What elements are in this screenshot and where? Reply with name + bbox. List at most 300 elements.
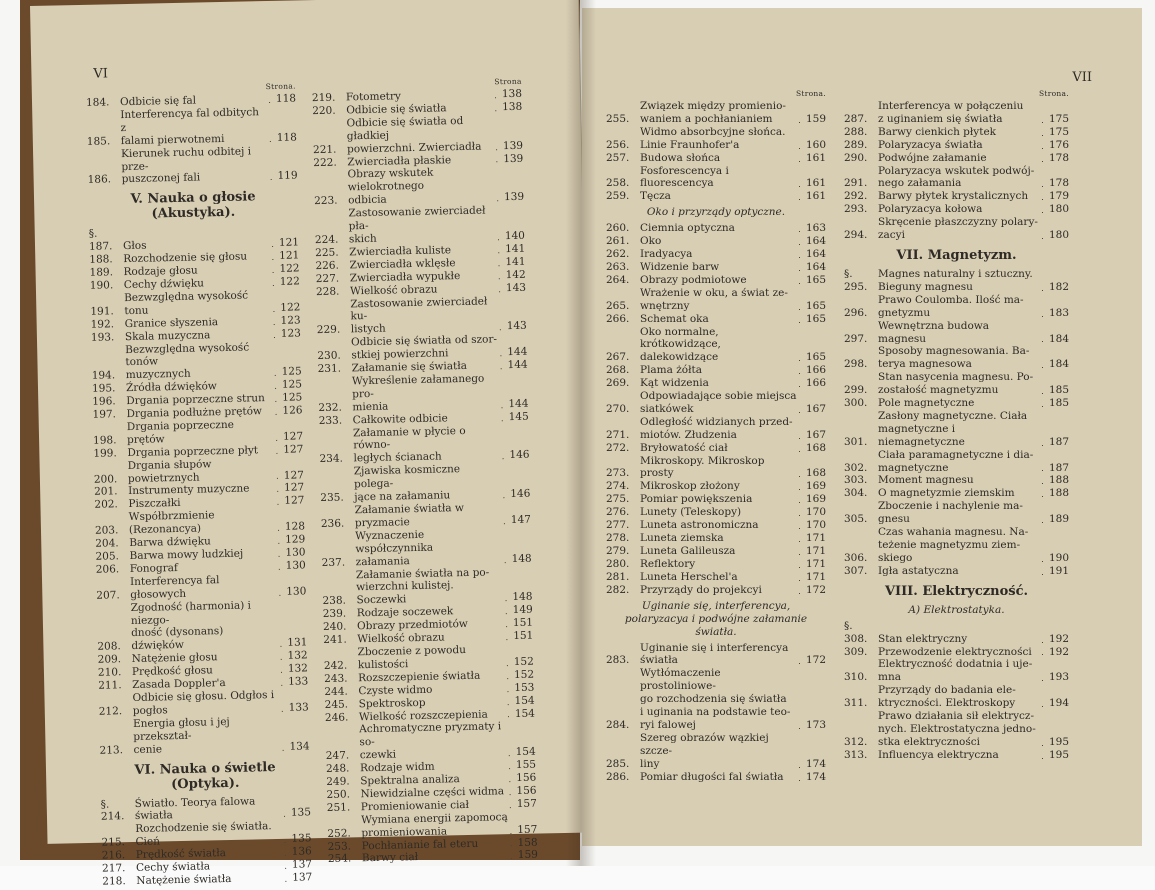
dot-leader	[506, 639, 507, 640]
entry-number: 291.	[844, 177, 868, 190]
dot-leader	[799, 161, 800, 162]
toc-entry	[606, 667, 826, 732]
entry-title: Zboczenie z powodu kulistości	[357, 643, 467, 672]
entry-title: Energia głosu i jej przekształ- cenie	[132, 715, 230, 756]
entry-number: §. 295.	[844, 267, 868, 293]
dot-leader	[1042, 758, 1043, 759]
toc-entry	[314, 204, 525, 247]
entry-page: 139	[503, 190, 525, 204]
toc-column	[312, 76, 538, 867]
dot-leader	[799, 728, 800, 729]
entry-title: Mikroskop złożony	[640, 480, 740, 493]
entry-title: Rozchodzenie się światła. Cień	[135, 820, 272, 849]
entry-number: 248.	[325, 762, 350, 776]
entry-number: 203.	[94, 524, 119, 537]
toc-entry	[606, 493, 826, 506]
dot-leader	[276, 440, 277, 441]
entry-title: Wielkość rozszczepienia	[358, 708, 488, 723]
entry-number: 267.	[606, 351, 630, 364]
entry-page: 140	[504, 229, 526, 243]
dot-leader	[799, 148, 800, 149]
entry-number: 279.	[606, 544, 630, 557]
entry-page: 130	[286, 585, 307, 598]
entry-number: 294.	[844, 229, 868, 242]
entry-page: 180	[1048, 229, 1069, 242]
strona-label: Strona.	[795, 89, 826, 98]
entry-number: 277.	[606, 519, 630, 532]
dot-leader	[1042, 745, 1043, 746]
entry-title: Moment magnesu	[878, 474, 974, 487]
toc-entry	[606, 377, 826, 390]
entry-page: 165	[805, 351, 826, 364]
entry-title: Ciemnia optyczna	[640, 222, 735, 235]
dot-leader	[495, 110, 496, 111]
dot-leader	[799, 412, 800, 413]
entry-page: 127	[283, 468, 305, 482]
entry-number: 237.	[321, 556, 346, 569]
toc-entry	[316, 294, 527, 337]
entry-number: 312.	[844, 735, 868, 748]
entry-title: Obrazy podmiotowe	[640, 273, 747, 286]
dot-leader	[1042, 680, 1043, 681]
entry-title: Bezwzględna wysokość tonów muzycznych	[125, 340, 250, 382]
dot-leader	[275, 401, 276, 402]
entry-page: 127	[282, 430, 304, 443]
entry-page: 187	[1048, 461, 1069, 474]
toc-entry	[87, 144, 298, 187]
dot-leader	[274, 324, 275, 325]
dot-leader	[274, 336, 275, 337]
entry-title: Kierunek ruchu odbitej i prze- puszczonej fali	[120, 145, 252, 186]
dot-leader	[279, 569, 280, 570]
entry-page: 187	[1048, 435, 1069, 448]
entry-page: 169	[805, 493, 826, 506]
dot-leader	[799, 322, 800, 323]
dot-leader	[278, 530, 279, 531]
entry-number: 272.	[606, 441, 630, 454]
entry-page: 191	[1048, 564, 1069, 577]
entry-title: Barwy cienkich płytek	[878, 125, 997, 138]
dot-leader	[275, 388, 276, 389]
entry-number: 186.	[87, 173, 112, 187]
toc-entry	[844, 710, 1069, 749]
dot-leader	[498, 252, 499, 253]
entry-page: 132	[287, 649, 308, 662]
entry-title: Mikroskopy. Mikroskop prosty	[640, 454, 765, 480]
entry-page: 156	[516, 784, 537, 797]
toc-entry	[844, 646, 1069, 659]
entry-title: Odbicie się światła od szor- stkiej powierzchni	[350, 333, 498, 362]
entry-page: 161	[805, 151, 826, 164]
entry-title: Odległość widzianych przed- miotów. Złudzenia	[640, 415, 793, 441]
toc-entry	[606, 442, 826, 455]
dot-leader	[1042, 642, 1043, 643]
entry-number: 233.	[318, 414, 343, 427]
dot-leader	[1042, 445, 1043, 446]
entry-page: 137	[292, 871, 313, 884]
entry-number: 306.	[844, 551, 868, 564]
dot-leader	[277, 491, 278, 492]
entry-title: Wrażenie w oku, a świat ze- wnętrzny	[640, 286, 788, 312]
entry-number: 311.	[844, 697, 868, 710]
entry-page: 123	[280, 314, 301, 327]
entry-page: 171	[805, 544, 826, 557]
entry-page: 121	[279, 249, 300, 262]
entry-page: 130	[285, 546, 306, 559]
dot-leader	[507, 665, 508, 666]
dot-leader	[495, 97, 496, 98]
dot-leader	[1042, 706, 1043, 707]
entry-title: Pomiar długości fal światła	[640, 770, 784, 783]
dot-leader	[799, 373, 800, 374]
entry-number: 200.	[93, 472, 118, 486]
entry-page: 165	[805, 312, 826, 325]
entry-page: 141	[505, 255, 526, 268]
entry-title: Przewodzenie elektryczności	[878, 645, 1032, 658]
entry-number: 255.	[606, 112, 630, 125]
toc-entry	[606, 235, 826, 248]
entry-title: Sposoby magnesowania. Ba- terya magnesowa	[878, 345, 1030, 371]
dot-leader	[799, 554, 800, 555]
dot-leader	[273, 311, 274, 312]
entry-page: 159	[517, 849, 539, 862]
entry-number: 259.	[606, 190, 630, 203]
dot-leader	[283, 749, 284, 750]
entry-title: Stan elektryczny	[878, 632, 968, 645]
entry-number: 222.	[313, 156, 337, 169]
dot-leader	[799, 767, 800, 768]
entry-title: Barwa mowy ludzkiej	[129, 547, 244, 563]
entry-page: 161	[805, 177, 826, 190]
entry-page: 145	[508, 410, 529, 423]
dot-leader	[1042, 316, 1043, 317]
dot-leader	[271, 179, 272, 180]
entry-page: 184	[1048, 358, 1069, 371]
dot-leader	[277, 478, 278, 479]
toc-entry	[606, 126, 826, 152]
dot-leader	[1042, 161, 1043, 162]
dot-leader	[1042, 393, 1043, 394]
entry-title: Barwy ciał	[361, 851, 419, 865]
entry-number: 280.	[606, 557, 630, 570]
entry-title: Lunety (Teleskopy)	[640, 506, 742, 519]
entry-page: 141	[505, 242, 526, 255]
toc-entry	[844, 320, 1069, 346]
entry-title: Wielkość obrazu	[357, 631, 445, 646]
dot-leader	[501, 368, 502, 369]
entry-number: 198.	[92, 434, 117, 447]
dot-leader	[799, 780, 800, 781]
dot-leader	[273, 285, 274, 286]
entry-page: 167	[805, 402, 826, 415]
toc-entry	[606, 642, 826, 668]
dot-leader	[1042, 212, 1043, 213]
entry-title: Oko	[640, 235, 662, 248]
entry-page: 146	[510, 487, 531, 501]
entry-title: Obrazy wskutek wielokrotnego odbicia	[347, 167, 434, 207]
entry-number: 205.	[95, 550, 120, 563]
toc-entry	[606, 519, 826, 532]
toc-entry	[844, 165, 1069, 191]
entry-page: 137	[291, 858, 313, 871]
entry-number: 249.	[326, 775, 350, 788]
entry-title: Barwa dźwięku	[129, 535, 211, 550]
entry-page: 171	[805, 570, 826, 583]
entry-number: 297.	[844, 332, 868, 345]
entry-number: 208.	[97, 640, 121, 654]
entry-title: Wyznaczenie współczynnika załamania	[355, 528, 434, 568]
entry-title: Pomiar powiększenia	[640, 493, 753, 506]
entry-title: Zwierciadła wklęsłe	[349, 256, 456, 272]
toc-entry	[91, 340, 302, 383]
entry-page: 119	[277, 169, 298, 183]
dot-leader	[1042, 367, 1043, 368]
dot-leader	[499, 291, 500, 292]
entry-page: 135	[291, 832, 312, 845]
toc-entry	[606, 165, 826, 191]
entry-page: 172	[805, 654, 826, 667]
dot-leader	[500, 329, 501, 330]
toc-entry	[844, 152, 1069, 165]
entry-number: 209.	[97, 653, 122, 666]
entry-page: 128	[284, 520, 306, 533]
dot-leader	[1042, 148, 1043, 149]
entry-title: Spektralna analiza	[360, 773, 460, 788]
entry-title: Prędkość głosu	[131, 664, 214, 679]
entry-title: Rozszczepienie światła	[358, 669, 481, 685]
entry-page: 174	[805, 770, 826, 783]
entry-page: 130	[285, 559, 306, 572]
entry-title: Skręcenie płaszczyzny polary- zacyi	[878, 216, 1038, 242]
entry-number: 275.	[606, 493, 630, 506]
entry-page: 164	[805, 235, 826, 248]
dot-leader	[507, 678, 508, 679]
toc-entry	[844, 410, 1069, 449]
dot-leader	[497, 200, 498, 201]
dot-leader	[1042, 135, 1043, 136]
dot-leader	[799, 309, 800, 310]
entry-page: 134	[289, 739, 310, 753]
entry-page: 118	[276, 131, 297, 144]
toc-entry	[844, 500, 1069, 526]
entry-title: Luneta astronomiczna	[640, 519, 759, 532]
entry-number: 304.	[844, 487, 868, 500]
entry-page: 170	[805, 506, 826, 519]
dot-leader	[496, 149, 497, 150]
entry-page: 153	[514, 681, 535, 694]
entry-page: 185	[1048, 397, 1069, 410]
entry-page: 144	[508, 397, 529, 410]
entry-number: 276.	[606, 506, 630, 519]
entry-number: 260.	[606, 222, 630, 235]
dot-leader	[1042, 654, 1043, 655]
entry-title: Polaryzacya kołowa	[878, 203, 983, 216]
toc-entry	[844, 565, 1069, 578]
dot-leader	[500, 355, 501, 356]
page-number-right: VII	[1072, 70, 1092, 85]
dot-leader	[799, 199, 800, 200]
dot-leader	[799, 476, 800, 477]
toc-entry	[312, 114, 523, 157]
strona-label: Strona	[494, 76, 522, 87]
entry-number: 273.	[606, 467, 630, 480]
entry-page: 154	[515, 745, 536, 759]
dot-leader	[1042, 341, 1043, 342]
entry-title: Achromatyczne pryzmaty i so- czewki	[359, 720, 502, 762]
entry-number: 217.	[101, 862, 126, 875]
entry-number: 221.	[312, 143, 337, 156]
entry-title: Fotometry	[345, 90, 402, 104]
dot-leader	[1042, 470, 1043, 471]
entry-number: 188.	[89, 253, 113, 266]
dot-leader	[498, 239, 499, 240]
entry-title: Źródła dźwięków	[125, 380, 217, 395]
entry-number: 220.	[312, 104, 336, 118]
entry-number: 282.	[606, 583, 630, 596]
entry-title: Piszczałki	[128, 497, 181, 511]
entry-title: Współbrzmienie (Rezonancya)	[128, 509, 215, 537]
entry-page: 125	[282, 391, 303, 404]
entry-number: 261.	[606, 235, 630, 248]
entry-number: 229.	[316, 323, 341, 337]
entry-page: 165	[805, 273, 826, 286]
toc-entry	[844, 449, 1069, 475]
entry-page: 164	[805, 248, 826, 261]
subsection-heading: Oko i przyrządy optyczne.	[646, 206, 786, 219]
entry-number: 271.	[606, 428, 630, 441]
dot-leader	[799, 386, 800, 387]
toc-entry	[606, 390, 826, 416]
entry-title: Drgania słupów powietrznych	[127, 457, 212, 485]
dot-leader	[799, 244, 800, 245]
entry-page: 142	[505, 268, 526, 281]
entry-number: 193.	[90, 330, 115, 344]
entry-title: Odbicie się światła od gładkiej powierzchni. Zwierciadła	[346, 114, 482, 156]
toc-entry	[606, 326, 826, 365]
entry-page: 165	[805, 299, 826, 312]
entry-number: 189.	[89, 266, 114, 279]
dot-leader	[511, 846, 512, 847]
entry-number: 225.	[315, 246, 339, 259]
entry-number: 202.	[94, 498, 118, 512]
entry-number: §. 308.	[844, 619, 868, 645]
entry-number: 191.	[90, 305, 114, 318]
entry-title: Wielkość obrazu	[349, 283, 438, 297]
entry-number: 232.	[318, 401, 342, 414]
dot-leader	[270, 141, 271, 142]
page-number-left: VI	[93, 66, 109, 82]
entry-title: Odbicie się głosu. Odgłos i pogłos	[132, 689, 275, 717]
entry-page: 193	[1048, 671, 1069, 684]
toc-entry	[844, 526, 1069, 565]
entry-title: Cechy dźwięku	[123, 277, 205, 292]
toc-column	[606, 88, 826, 784]
toc-entry	[606, 584, 826, 597]
entry-number: 244.	[324, 685, 348, 698]
entry-number: 196.	[92, 395, 116, 408]
entry-page: 118	[275, 92, 297, 105]
toc-entry	[844, 684, 1069, 710]
entry-number: 307.	[844, 564, 868, 577]
toc-column	[86, 80, 313, 888]
entry-title: Zwierciadła wypukłe	[349, 269, 461, 285]
entry-number: §. 187.	[88, 227, 113, 254]
dot-leader	[276, 414, 277, 415]
entry-title: Schemat oka	[640, 312, 709, 325]
dot-leader	[799, 541, 800, 542]
entry-number: 263.	[606, 260, 630, 273]
entry-number: 216.	[101, 849, 126, 862]
entry-number: 296.	[844, 306, 868, 319]
dot-leader	[502, 420, 503, 421]
entry-page: 163	[805, 222, 826, 235]
toc-entry	[606, 287, 826, 313]
dot-leader	[506, 626, 507, 627]
dot-leader	[509, 781, 510, 782]
entry-title: Wykreślenie załamanego pro- mienia	[351, 372, 485, 414]
entry-title: Bezwzględna wysokość tonu	[124, 289, 249, 317]
toc-entry	[844, 345, 1069, 371]
entry-number: 266.	[606, 312, 630, 325]
dot-leader	[285, 868, 286, 869]
dot-leader	[1042, 186, 1043, 187]
entry-title: Granice słyszenia	[124, 315, 219, 330]
dot-leader	[506, 600, 507, 601]
entry-title: Spektroskop	[358, 696, 426, 710]
entry-number: 309.	[844, 645, 868, 658]
entry-number: 254.	[327, 852, 352, 866]
section-heading: VII. Magnetyzm.	[896, 247, 1017, 263]
entry-page: 173	[805, 718, 826, 731]
dot-leader	[509, 768, 510, 769]
entry-page: 121	[278, 236, 300, 250]
toc-entry	[606, 248, 826, 261]
entry-page: 188	[1048, 487, 1069, 500]
entry-title: Prawo Coulomba. Ilość ma- gnetyzmu	[878, 293, 1024, 319]
entry-title: Natężenie światła	[136, 872, 232, 887]
entry-number: 235.	[320, 491, 344, 505]
toc-entry	[844, 126, 1069, 139]
entry-number: 256.	[606, 138, 630, 151]
entry-number: 264.	[606, 273, 630, 286]
dot-leader	[506, 613, 507, 614]
entry-page: 194	[1048, 697, 1069, 710]
dot-leader	[1042, 238, 1043, 239]
dot-leader	[799, 567, 800, 568]
entry-page: 190	[1048, 551, 1069, 564]
entry-number: 245.	[324, 698, 349, 711]
entry-page: 136	[291, 845, 312, 858]
entry-title: Cechy światła	[135, 860, 211, 874]
dot-leader	[1042, 496, 1043, 497]
entry-page: 157	[516, 797, 537, 810]
entry-number: 303.	[844, 474, 868, 487]
entry-title: Polaryzacya światła	[878, 138, 983, 151]
dot-leader	[799, 528, 800, 529]
entry-title: Drgania poprzeczne strun	[126, 392, 265, 408]
entry-number: 207.	[96, 588, 120, 602]
dot-leader	[504, 523, 505, 524]
entry-page: 164	[805, 260, 826, 273]
entry-page: 122	[279, 275, 300, 288]
dot-leader	[508, 717, 509, 718]
dot-leader	[799, 451, 800, 452]
entry-page: 138	[501, 87, 523, 101]
entry-page: 135	[290, 806, 312, 820]
toc-entry	[606, 771, 826, 784]
entry-page: 132	[287, 662, 309, 675]
dot-leader	[499, 278, 500, 279]
